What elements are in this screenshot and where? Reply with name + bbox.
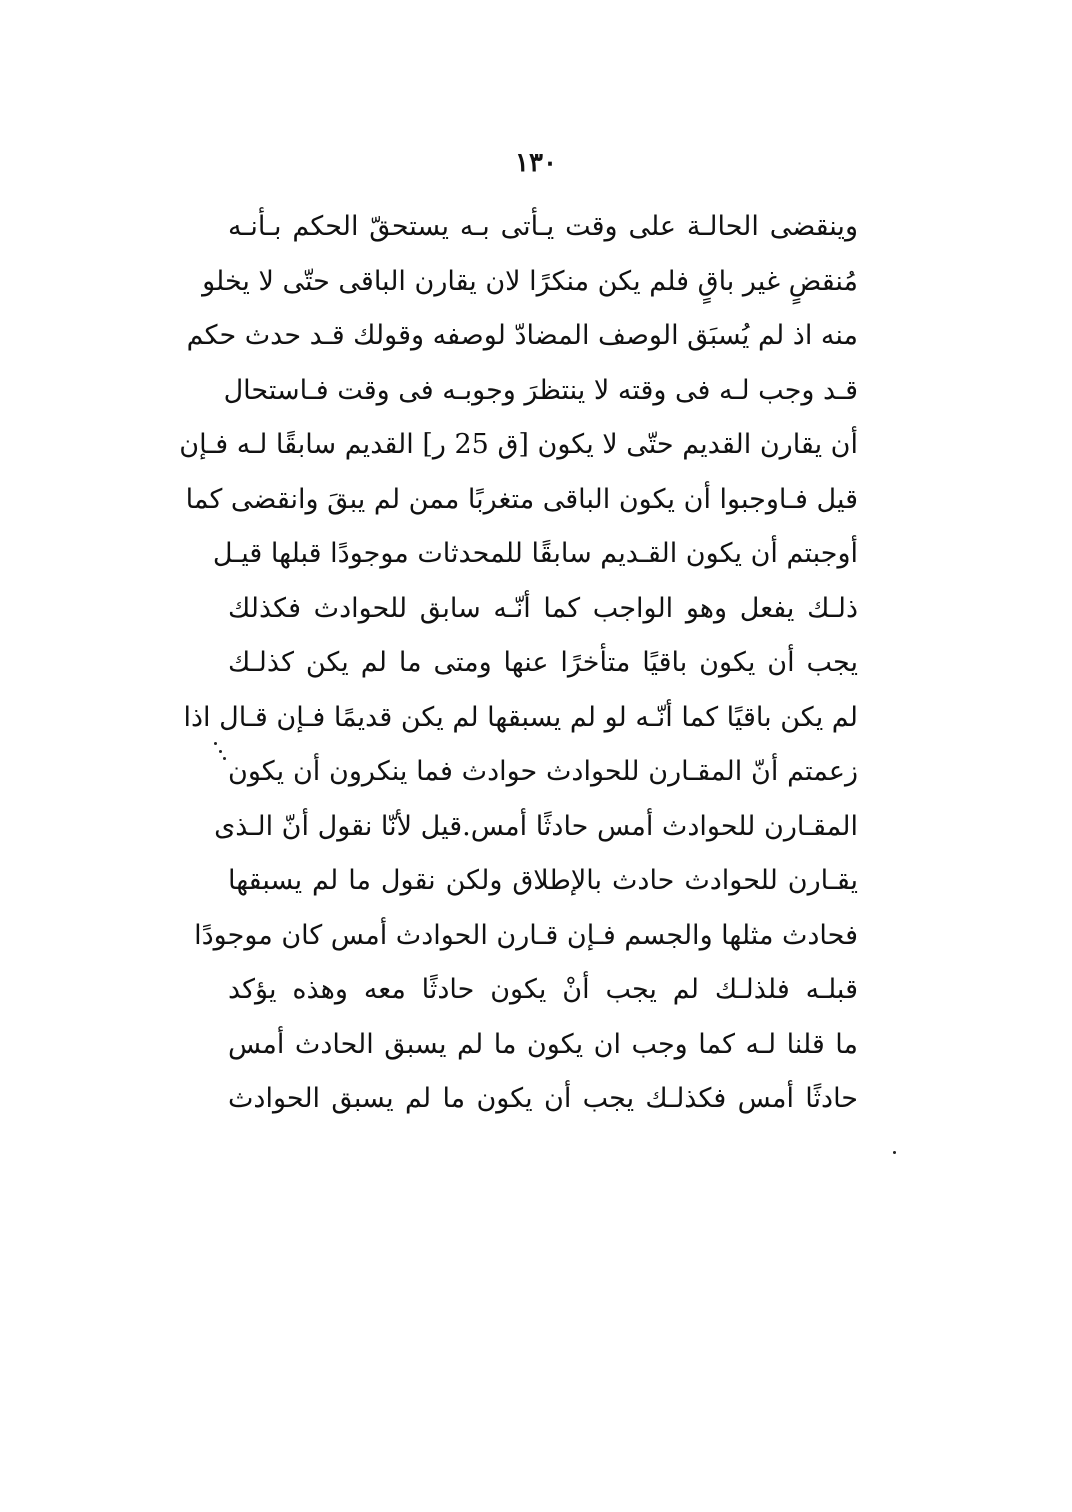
- text-line: وينقضى الحالـة على وقت يـأتى بـه يستحقّ الحكم بـأنـه: [228, 211, 858, 242]
- text-line: المقـارن للحوادث أمس حادثًا أمس.قيل لأنّا نقول أنّ الـذى: [214, 810, 858, 842]
- text-line: قيل فـاوجبوا أن يكون الباقى متغربًا ممن لم يبقَ وانقضى كما: [185, 483, 858, 515]
- text-line: فحادث مثلها والجسم فـإن قـارن الحوادث أمس كان موجودًا: [194, 919, 858, 951]
- scan-speck: [214, 742, 217, 745]
- text-line: قبلـه فلذلـك لم يجب أنْ يكون حادثًا معه وهذه يؤكد: [228, 974, 858, 1005]
- text-line: ما قلنا لـه كما وجب ان يكون ما لم يسبق الحادث أمس: [228, 1028, 858, 1060]
- scan-speck: [219, 750, 222, 753]
- text-line: قـد وجب لـه فى وقته لا ينتظرَ وجوبـه فى وقت فـاستحال: [223, 374, 858, 406]
- text-line: مُنقضٍ غير باقٍ فلم يكن منكرًا لان يقارن الباقى حتّى لا يخلو: [202, 265, 858, 297]
- text-line: لم يكن باقيًا كما أنّـه لو لم يسبقها لم يكن قديمًا فـإن قـال اذا: [183, 701, 858, 733]
- page-number: ١٣٠: [515, 148, 557, 178]
- text-line: حادثًا أمس فكذلـك يجب أن يكون ما لم يسبق الحوادث: [228, 1083, 858, 1114]
- text-line: منه اذ لم يُسبَق الوصف المضادّ لوصفه وقولك قـد حدث حكم: [186, 320, 858, 351]
- scan-speck: [223, 757, 226, 760]
- body-text: [179, 200, 858, 1127]
- text-line: أن يقارن القديم حتّى لا يكون [ق 25 ر] القديم سابقًا لـه فـإن: [179, 429, 858, 460]
- text-line: زعمتم أنّ المقـارن للحوادث حوادث فما ينكرون أن يكون: [228, 756, 858, 787]
- text-line: يجب أن يكون باقيًا متأخرًا عنها ومتى ما لم يكن كذلـك: [228, 647, 858, 678]
- text-line: يقـارن للحوادث حادث بالإطلاق ولكن نقول ما لم يسبقها: [228, 865, 858, 896]
- text-line: أوجبتم أن يكون القـديم سابقًا للمحدثات موجودًا قبلها قيـل: [212, 538, 858, 569]
- scan-speck: [893, 1151, 896, 1154]
- text-line: ذلـك يفعل وهو الواجب كما أنّـه سابق للحوادث فكذلك: [228, 592, 858, 624]
